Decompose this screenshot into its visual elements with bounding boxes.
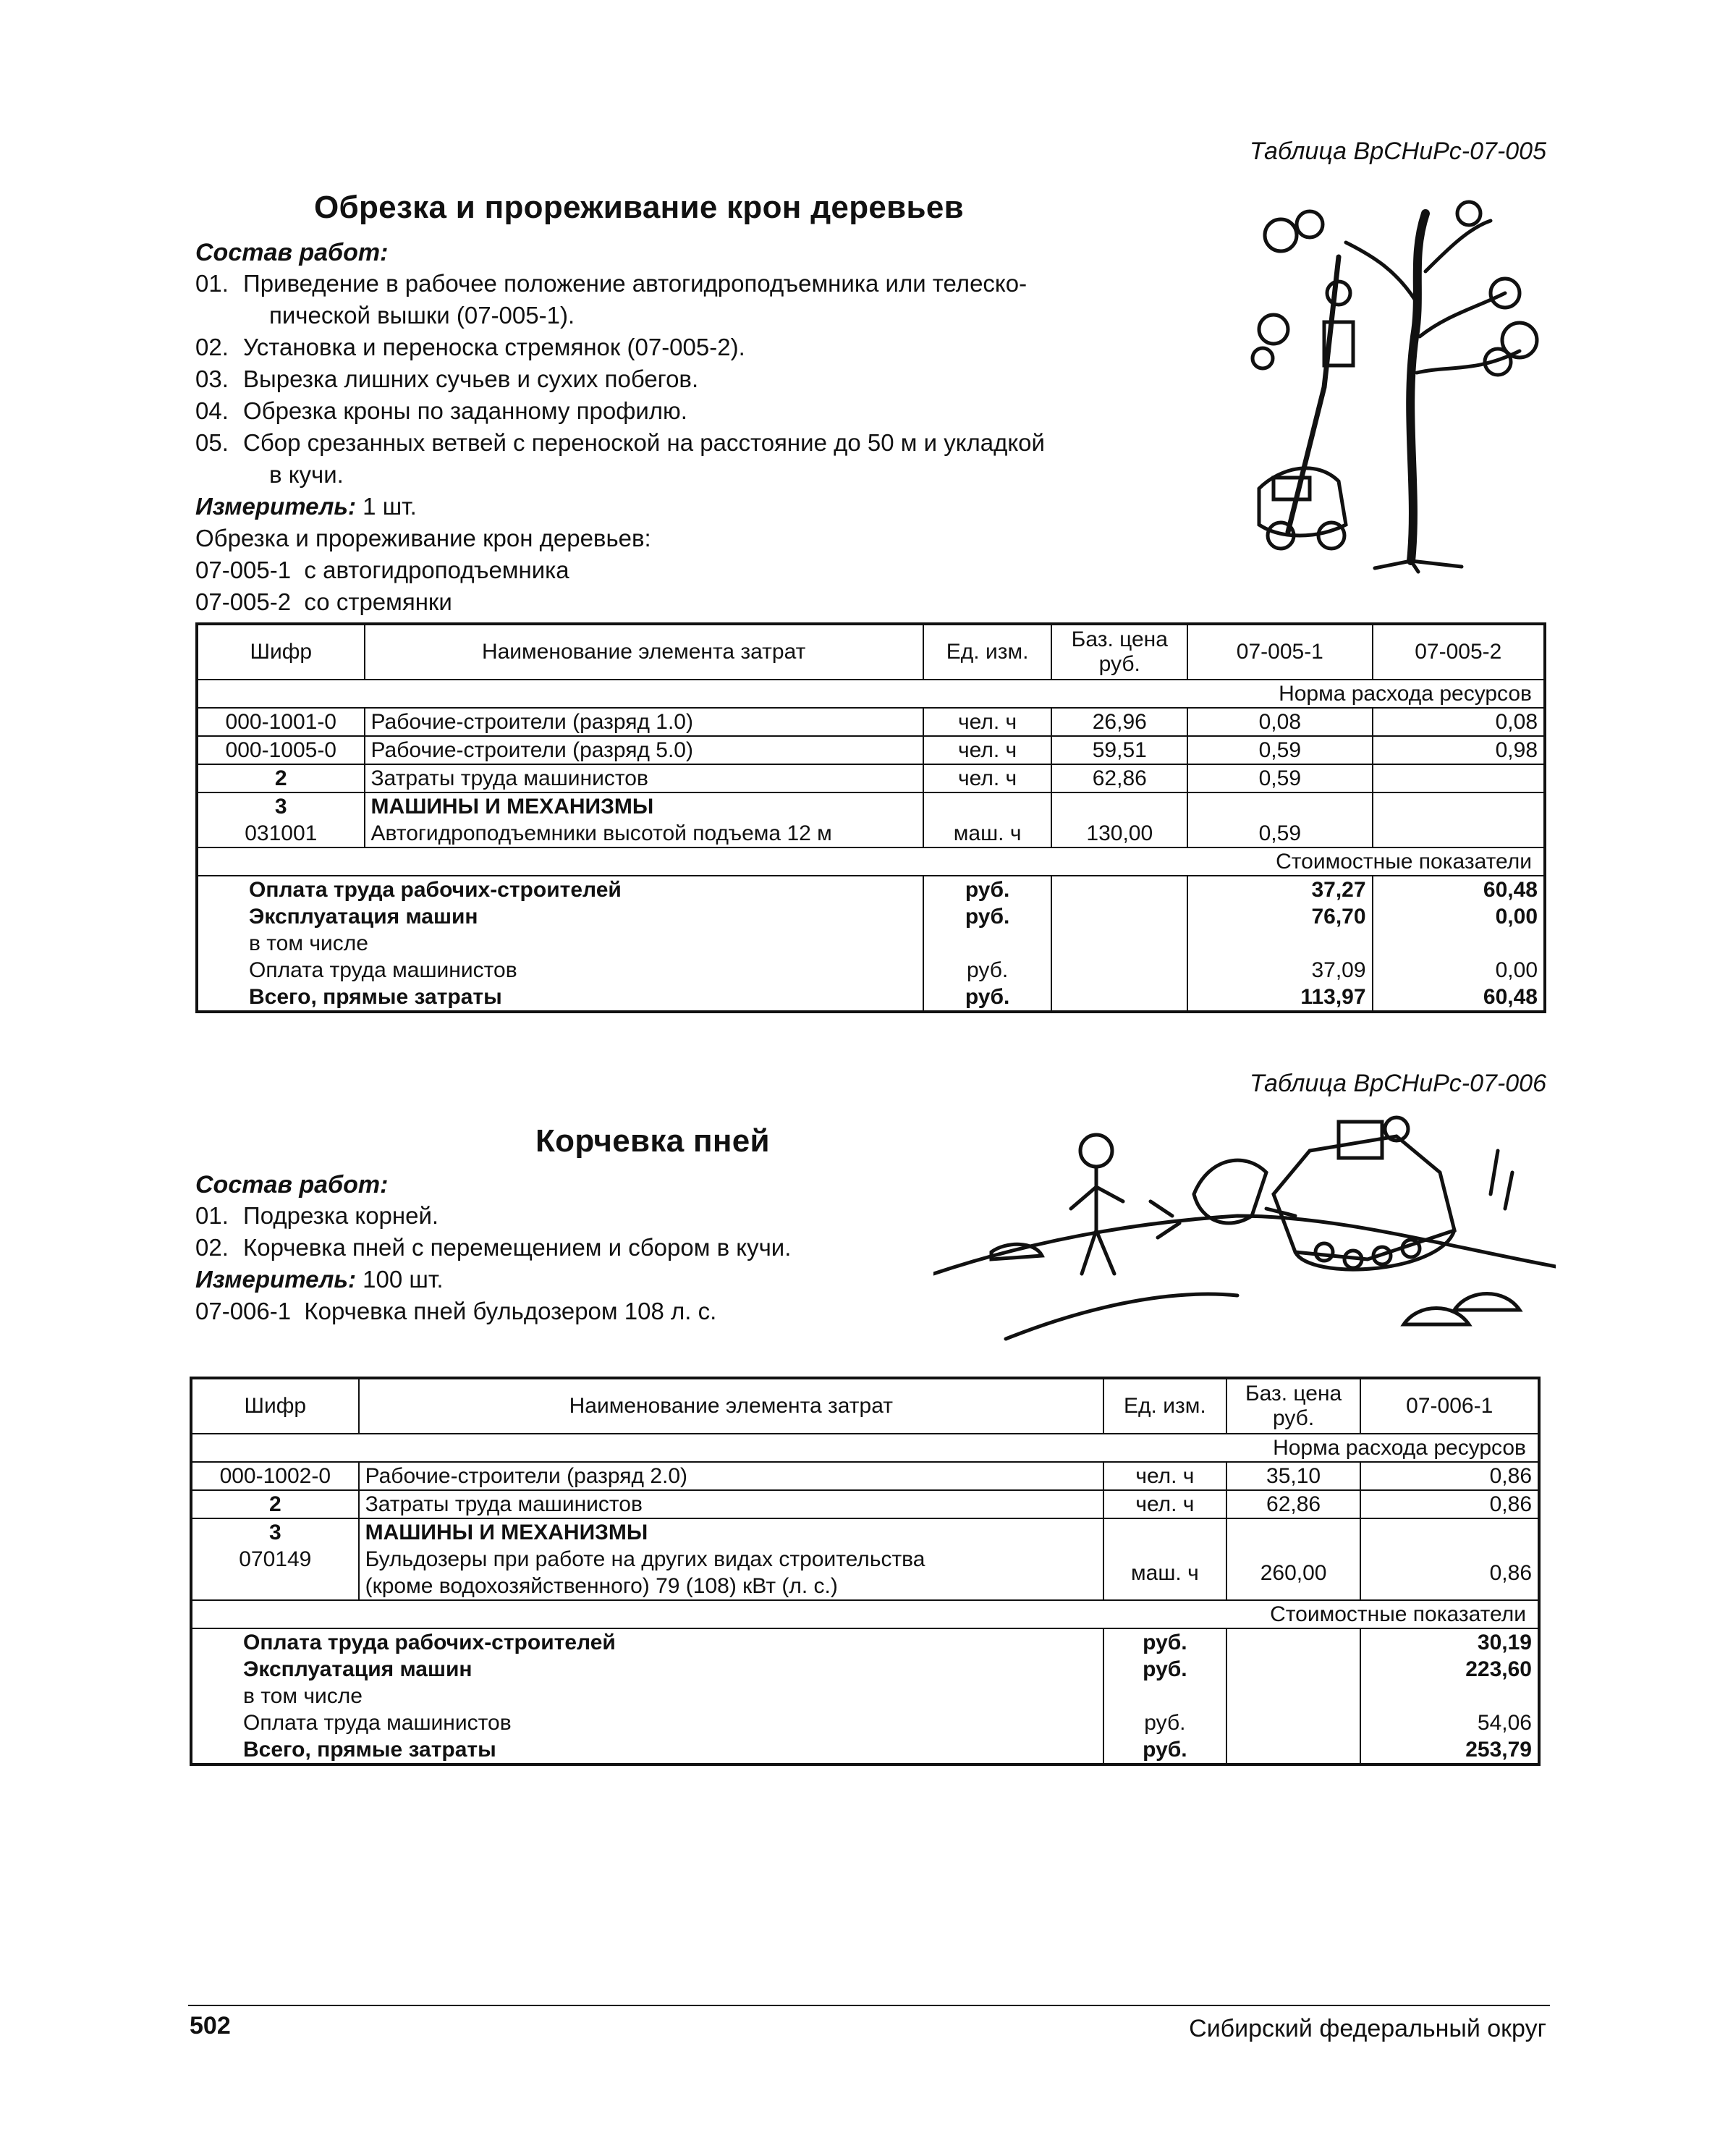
step-item: 02. Установка и переноска стремянок (07-005-2). xyxy=(195,334,745,360)
table-row: 000-1002-0 Рабочие-строители (разряд 2.0) чел. ч 35,10 0,86 xyxy=(191,1462,1539,1490)
page-number: 502 xyxy=(190,2012,231,2039)
cost-row: Оплата труда машинистов руб. 37,09 0,00 xyxy=(197,957,1545,984)
cost-row: в том числе xyxy=(191,1683,1539,1709)
table-row: 3 МАШИНЫ И МЕХАНИЗМЫ xyxy=(191,1518,1539,1546)
step-item: 02. Корчевка пней с перемещением и сбором в кучи. xyxy=(195,1234,792,1261)
step-item: 01. Приведение в рабочее положение автогидроподъемника или телеско- xyxy=(195,270,1027,297)
description-1: Обрезка и прореживание крон деревьев: xyxy=(195,525,651,551)
header-unit: Ед. изм. xyxy=(1103,1378,1226,1434)
table-header-row xyxy=(191,1378,1539,1434)
cost-row-total: Всего, прямые затраты руб. 113,97 60,48 xyxy=(197,984,1545,1012)
header-unit: Ед. изм. xyxy=(923,624,1052,680)
cost-row: Оплата труда машинистов руб. 54,06 xyxy=(191,1709,1539,1736)
header-price: Баз. цена руб. xyxy=(1226,1378,1361,1434)
step-item: 03. Вырезка лишних сучьев и сухих побегов. xyxy=(195,365,699,392)
cost-row: Оплата труда рабочих-строителей руб. 37,27 60,48 xyxy=(197,876,1545,903)
section-norm-row: Норма расхода ресурсов xyxy=(197,680,1545,708)
section-cost-row: Стоимостные показатели xyxy=(197,847,1545,876)
cost-table-1 xyxy=(195,622,1546,1013)
header-name: Наименование элемента затрат xyxy=(359,1378,1103,1434)
steps-list-1 xyxy=(195,268,1179,618)
variant-3: 07-006-1 Корчевка пней бульдозером 108 л. с. xyxy=(195,1298,717,1324)
stump-removal-illustration xyxy=(933,1107,1556,1346)
table-row: 070149 Бульдозеры при работе на других видах строительства (кроме водохозяйственного) 79 (108) кВт (л. с.) маш. ч 260,00 0,86 xyxy=(191,1546,1539,1600)
header-code: Шифр xyxy=(191,1378,359,1434)
footer-region: Сибирский федеральный округ xyxy=(1189,2015,1546,2042)
section-norm-row: Норма расхода ресурсов xyxy=(191,1434,1539,1462)
section-title-1: Обрезка и прореживание крон деревьев xyxy=(314,190,964,225)
table-number-1: Таблица ВрСНиРс-07-005 xyxy=(1249,138,1546,165)
header-price: Баз. цена руб. xyxy=(1051,624,1187,680)
variant-1: 07-005-1 с автогидроподъемника xyxy=(195,557,569,583)
cost-table-2 xyxy=(190,1377,1541,1766)
header-col1: 07-005-1 xyxy=(1187,624,1372,680)
table-row: 3 МАШИНЫ И МЕХАНИЗМЫ xyxy=(197,792,1545,820)
table-row: 031001 Автогидроподъемники высотой подъема 12 м маш. ч 130,00 0,59 xyxy=(197,820,1545,847)
cost-row: Эксплуатация машин руб. 76,70 0,00 xyxy=(197,903,1545,930)
section-cost-row: Стоимостные показатели xyxy=(191,1600,1539,1628)
table-row: 2 Затраты труда машинистов чел. ч 62,86 0,86 xyxy=(191,1490,1539,1518)
header-col2: 07-005-2 xyxy=(1373,624,1545,680)
variant-2: 07-005-2 со стремянки xyxy=(195,588,452,615)
table-row: 000-1001-0 Рабочие-строители (разряд 1.0) чел. ч 26,96 0,08 0,08 xyxy=(197,708,1545,736)
tree-pruning-illustration xyxy=(1230,185,1548,575)
step-item: 05. Сбор срезанных ветвей с переноской на расстояние до 50 м и укладкой xyxy=(195,429,1045,456)
cost-row: Эксплуатация машин руб. 223,60 xyxy=(191,1656,1539,1683)
cost-row-total: Всего, прямые затраты руб. 253,79 xyxy=(191,1736,1539,1764)
cost-row: в том числе xyxy=(197,930,1545,957)
step-item: 01. Подрезка корней. xyxy=(195,1202,439,1229)
meter-line-2: Измеритель: 100 шт. xyxy=(195,1266,444,1293)
steps-list-2 xyxy=(195,1200,991,1327)
table-header-row xyxy=(197,624,1545,680)
table-row: 000-1005-0 Рабочие-строители (разряд 5.0) чел. ч 59,51 0,59 0,98 xyxy=(197,736,1545,764)
header-col1: 07-006-1 xyxy=(1360,1378,1539,1434)
step-item-cont: в кучи. xyxy=(269,461,344,488)
cost-row: Оплата труда рабочих-строителей руб. 30,19 xyxy=(191,1628,1539,1656)
table-row: 2 Затраты труда машинистов чел. ч 62,86 0,59 xyxy=(197,764,1545,792)
step-item: 04. Обрезка кроны по заданному профилю. xyxy=(195,397,687,424)
composition-label-2: Состав работ: xyxy=(195,1171,389,1199)
meter-line-1: Измеритель: 1 шт. xyxy=(195,493,417,520)
composition-label-1: Состав работ: xyxy=(195,239,389,266)
step-item-cont: пической вышки (07-005-1). xyxy=(269,302,575,329)
table-number-2: Таблица ВрСНиРс-07-006 xyxy=(1249,1070,1546,1097)
footer-rule xyxy=(188,2005,1550,2006)
section-title-2: Корчевка пней xyxy=(535,1123,770,1159)
header-name: Наименование элемента затрат xyxy=(365,624,923,680)
header-code: Шифр xyxy=(197,624,365,680)
